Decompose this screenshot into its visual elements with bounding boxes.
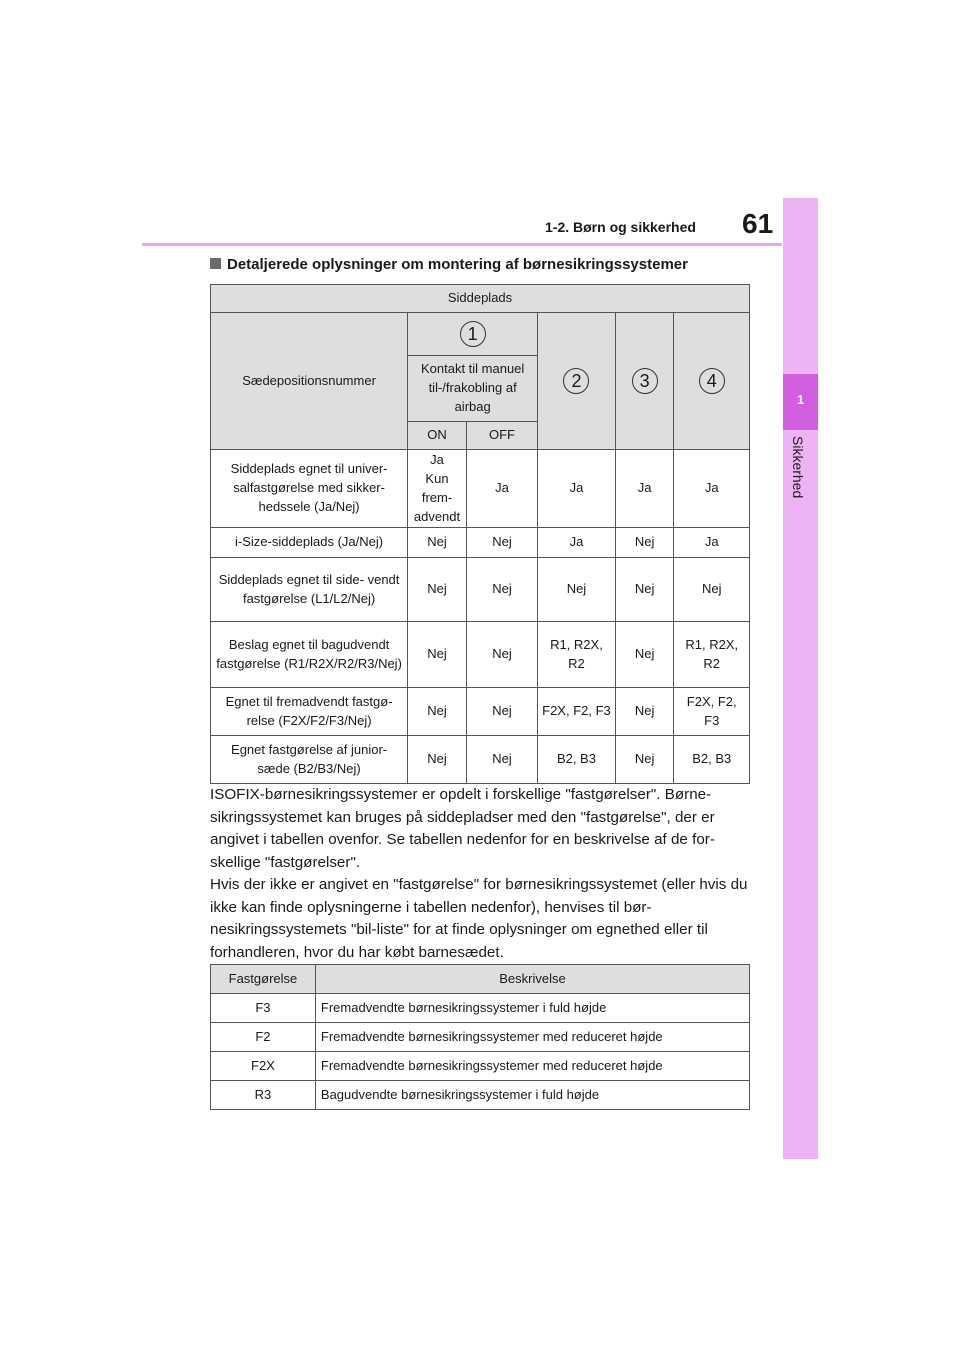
fixture-code: F2X <box>211 1052 316 1081</box>
paragraph: Hvis der ikke er angivet en "fastgørelse" for børnesikringssystemet (eller hvis du ikke kan finde oplysningerne i tabellen nedenfor), henvises til bør- nesikringssystemets "bil-liste" for at finde oplysninger om egnethed eller til forhandleren, hvor du har købt barnesædet. <box>210 876 748 961</box>
cell-off: Nej <box>466 688 537 736</box>
seat-position-2-icon: 2 <box>563 368 589 394</box>
row-label: Siddeplads egnet til univer- salfastgørelse med sikker- hedssele (Ja/Nej) <box>211 450 408 528</box>
table-row <box>211 1023 750 1052</box>
cell-on: Nej <box>408 688 467 736</box>
cell-off: Ja <box>466 450 537 528</box>
cell-position-3: Nej <box>615 736 674 784</box>
position-3-header <box>615 313 674 450</box>
cell-position-3: Ja <box>615 450 674 528</box>
cell-position-4: Ja <box>674 528 750 558</box>
cell-position-4: R1, R2X, R2 <box>674 622 750 688</box>
fixture-description: Fremadvendte børnesikringssystemer i fuld højde <box>315 994 749 1023</box>
chapter-number: 1 <box>796 392 805 407</box>
cell-on-note: Kun frem- advendt <box>413 470 461 524</box>
page-header-title: 1-2. Børn og sikkerhed <box>545 219 696 235</box>
fixture-code: F3 <box>211 994 316 1023</box>
row-label: Egnet til fremadvendt fastgø- relse (F2X/F2/F3/Nej) <box>211 688 408 736</box>
fixture-code: R3 <box>211 1081 316 1110</box>
section-heading-text: Detaljerede oplysninger om montering af børnesikringssystemer <box>227 256 688 273</box>
fixture-table <box>210 964 750 1110</box>
table-row <box>211 1052 750 1081</box>
cell-on: Nej <box>408 622 467 688</box>
cell-position-3: Nej <box>615 622 674 688</box>
table-row <box>211 528 750 558</box>
table-row <box>211 450 750 528</box>
cell-off: Nej <box>466 558 537 622</box>
section-heading <box>210 256 688 273</box>
paragraph: ISOFIX-børnesikringssystemer er opdelt i forskellige "fastgørelser". Børne- sikringssystemet kan bruges på siddepladser med den "fastgørelse", der er angivet i tabellen ovenfor. Se tabellen nedenfor for en beskrivelse af de for- skellige "fastgørelser". <box>210 786 715 871</box>
body-text <box>210 784 755 964</box>
airbag-off-header: OFF <box>466 422 537 450</box>
table-row <box>211 736 750 784</box>
seat-position-header: Sædepositionsnummer <box>211 313 408 450</box>
fixture-description: Fremadvendte børnesikringssystemer med reduceret højde <box>315 1052 749 1081</box>
cell-position-2: Ja <box>538 528 616 558</box>
cell-off: Nej <box>466 736 537 784</box>
seat-position-1-icon: 1 <box>460 321 486 347</box>
seat-header: Siddeplads <box>211 285 750 313</box>
cell-position-2: B2, B3 <box>538 736 616 784</box>
seat-suitability-table <box>210 284 750 784</box>
airbag-switch-header: Kontakt til manuel til-/frakobling af airbag <box>408 356 538 422</box>
airbag-on-header: ON <box>408 422 467 450</box>
seat-position-4-icon: 4 <box>699 368 725 394</box>
fixture-code: F2 <box>211 1023 316 1052</box>
row-label: i-Size-siddeplads (Ja/Nej) <box>211 528 408 558</box>
table-row <box>211 1081 750 1110</box>
cell-position-4: F2X, F2, F3 <box>674 688 750 736</box>
position-4-header <box>674 313 750 450</box>
cell-on <box>408 450 467 528</box>
cell-position-4: Ja <box>674 450 750 528</box>
cell-position-4: B2, B3 <box>674 736 750 784</box>
cell-on: Nej <box>408 528 467 558</box>
position-1-header <box>408 313 538 356</box>
row-label: Siddeplads egnet til side- vendt fastgørelse (L1/L2/Nej) <box>211 558 408 622</box>
cell-position-3: Nej <box>615 688 674 736</box>
cell-position-4: Nej <box>674 558 750 622</box>
fixture-description: Bagudvendte børnesikringssystemer i fuld højde <box>315 1081 749 1110</box>
cell-on: Nej <box>408 736 467 784</box>
cell-position-2: F2X, F2, F3 <box>538 688 616 736</box>
cell-position-2: Ja <box>538 450 616 528</box>
table-row <box>211 622 750 688</box>
cell-off: Nej <box>466 528 537 558</box>
fixture-header: Fastgørelse <box>211 965 316 994</box>
description-header: Beskrivelse <box>315 965 749 994</box>
cell-position-2: R1, R2X, R2 <box>538 622 616 688</box>
seat-position-3-icon: 3 <box>632 368 658 394</box>
chapter-side-tab <box>783 198 818 1159</box>
fixture-description: Fremadvendte børnesikringssystemer med reduceret højde <box>315 1023 749 1052</box>
chapter-label: Sikkerhed <box>790 436 806 499</box>
row-label: Beslag egnet til bagudvendt fastgørelse (R1/R2X/R2/R3/Nej) <box>211 622 408 688</box>
cell-position-3: Nej <box>615 528 674 558</box>
cell-on: Nej <box>408 558 467 622</box>
header-divider <box>142 243 782 246</box>
table-row <box>211 994 750 1023</box>
cell-off: Nej <box>466 622 537 688</box>
cell-position-2: Nej <box>538 558 616 622</box>
position-2-header <box>538 313 616 450</box>
square-bullet-icon <box>210 258 221 269</box>
row-label: Egnet fastgørelse af junior- sæde (B2/B3/Nej) <box>211 736 408 784</box>
table-row <box>211 688 750 736</box>
cell-position-3: Nej <box>615 558 674 622</box>
page-number: 61 <box>742 208 774 239</box>
cell-on-value: Ja <box>430 452 444 467</box>
table-row <box>211 558 750 622</box>
